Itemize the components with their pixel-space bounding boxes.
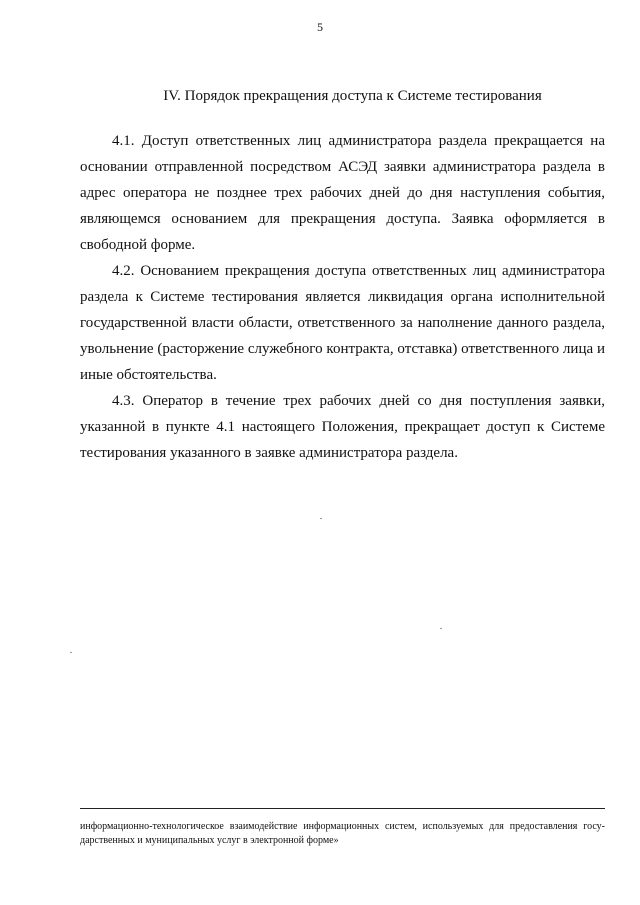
footer-divider bbox=[80, 808, 605, 809]
paragraph-4-2: 4.2. Основанием прекращения доступа ответственных лиц администратора раздела к Системе тестирования является ликвидация органа исполнительной государственной власти области, ответственного за наполнение данного раздела, увольнение (расторжение служебного контракта, отставка) ответственного лица и иные обстоятельства. bbox=[80, 263, 605, 383]
scan-speck bbox=[320, 518, 322, 519]
scan-speck bbox=[70, 652, 72, 653]
footer-note: информационно-технологическое взаимодействие информационных систем, используемых для предоставления государственных и муниципальных услуг в электронной форме» bbox=[80, 821, 605, 846]
page-number: 5 bbox=[317, 20, 323, 34]
paragraph-4-3: 4.3. Оператор в течение трех рабочих дней со дня поступления заявки, указанной в пункте 4.1 настоящего Положения, прекращает доступ к Системе тестирования указанного в заявке администратора раздела. bbox=[80, 393, 605, 461]
section-heading: IV. Порядок прекращения доступа к Системе тестирования bbox=[163, 88, 542, 104]
paragraph-4-1: 4.1. Доступ ответственных лиц администратора раздела прекращается на основании отправленной посредством АСЭД заявки администратора раздела в адрес оператора не позднее трех рабочих дней до дня наступления события, являющемся основанием для прекращения доступа. Заявка оформляется в свободной форме. bbox=[80, 133, 605, 253]
scan-speck bbox=[440, 628, 442, 629]
section-body bbox=[80, 128, 605, 466]
